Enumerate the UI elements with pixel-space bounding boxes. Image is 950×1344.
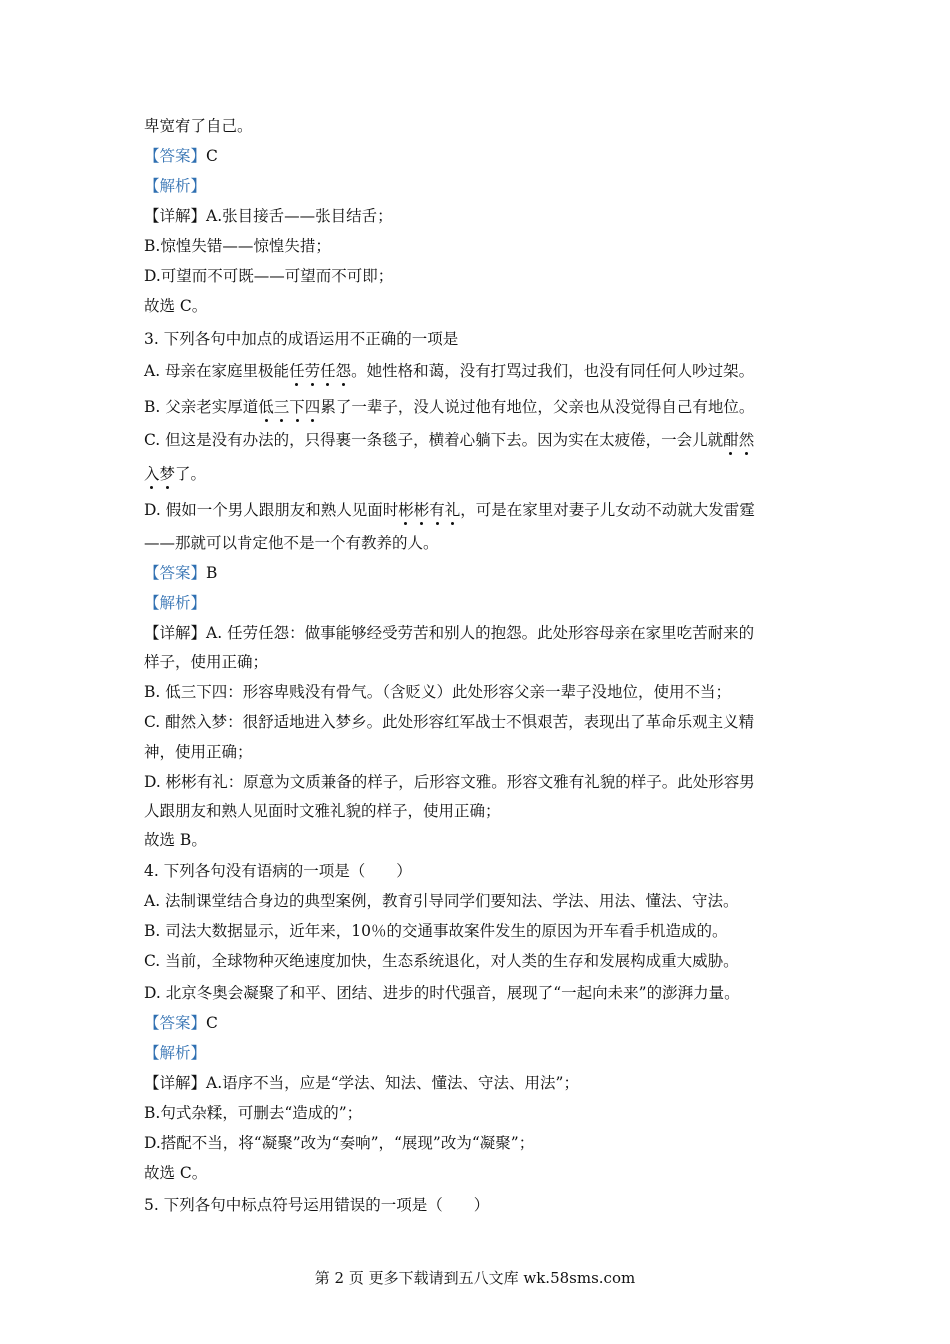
detail-text: A.语序不当，应是“学法、知法、懂法、守法、用法”； <box>206 1074 579 1092</box>
detail-text: A. 任劳任怨：做事能够经受劳苦和别人的抱怨。此处形容母亲在家里吃苦耐来的 <box>206 624 755 642</box>
detail-line <box>144 622 754 644</box>
detail-tag: 【详解】 <box>144 624 207 642</box>
detail-line: B.句式杂糅，可删去“造成的”； <box>144 1104 363 1122</box>
detail-line: 人跟朋友和熟人见面时文雅礼貌的样子，使用正确； <box>144 802 501 820</box>
answer-tag: 【答案】 <box>144 147 207 165</box>
emphasis-char: 劳 <box>304 362 321 380</box>
detail-line: D.搭配不当，将“凝聚”改为“奏响”，“展现”改为“凝聚”； <box>144 1134 535 1152</box>
question-stem: 5. 下列各句中标点符号运用错误的一项是（ ） <box>144 1196 490 1214</box>
option-c: C. 但这是没有办法的，只得裹一条毯子，横着心躺下去。因为实在太疲倦，一会儿就酣然 <box>144 431 755 449</box>
option-d-cont: ——那就可以肯定他不是一个有教养的人。 <box>144 534 439 552</box>
option-c: C. 当前，全球物种灭绝速度加快，生态系统退化，对人类的生存和发展构成重大威胁。 <box>144 952 739 970</box>
option-b: B. 司法大数据显示，近年来，10％的交通事故案件发生的原因为开车看手机造成的。 <box>144 922 728 940</box>
emphasis-char: 任 <box>320 362 336 380</box>
option-a: A. 母亲在家庭里极能任劳任怨。她性格和蔼，没有打骂过我们，也没有同任何人吵过架。 <box>144 362 755 380</box>
emphasis-char: 礼 <box>444 501 461 519</box>
question-stem: 3. 下列各句中加点的成语运用不正确的一项是 <box>144 330 459 348</box>
emphasis-char: 彬 <box>398 501 414 519</box>
emphasis-char: 任 <box>289 362 305 380</box>
emphasis-char: 梦 <box>159 465 176 483</box>
answer-tag: 【答案】 <box>144 1014 207 1032</box>
conclusion-line: 故选 B。 <box>144 831 207 849</box>
dotted-idiom <box>398 501 460 519</box>
option-a: A. 法制课堂结合身边的典型案例，教育引导同学们要知法、学法、用法、懂法、守法。 <box>144 892 739 910</box>
conclusion-line: 故选 C。 <box>144 1164 208 1182</box>
conclusion-line: 故选 C。 <box>144 297 208 315</box>
emphasis-char: 酣 <box>723 431 739 449</box>
option-d: D. 北京冬奥会凝聚了和平、团结、进步的时代强音，展现了“一起向未来”的澎湃力量。 <box>144 984 740 1002</box>
dotted-idiom <box>144 465 175 483</box>
option-b: B. 父亲老实厚道低三下四累了一辈子，没人说过他有地位，父亲也从没觉得自己有地位。 <box>144 398 755 416</box>
answer-line <box>144 562 217 584</box>
emphasis-char: 怨 <box>335 362 352 380</box>
analysis-tag: 【解析】 <box>144 1044 207 1062</box>
dotted-idiom <box>289 362 351 380</box>
detail-tag: 【详解】 <box>144 1074 207 1092</box>
detail-text: A.张目接舌——张目结舌； <box>206 207 393 225</box>
emphasis-char: 然 <box>738 431 755 449</box>
detail-line: D. 彬彬有礼：原意为文质兼备的样子，后形容文雅。形容文雅有礼貌的样子。此处形容男 <box>144 773 755 791</box>
dotted-idiom <box>258 398 320 416</box>
detail-line <box>144 1072 579 1094</box>
option-c-cont: 入梦了。 <box>144 465 207 483</box>
detail-line: 神，使用正确； <box>144 743 253 761</box>
detail-line: C. 酣然入梦：很舒适地进入梦乡。此处形容红军战士不惧艰苦，表现出了革命乐观主义精 <box>144 713 755 731</box>
answer-value: C <box>206 147 218 165</box>
dotted-idiom <box>723 431 754 449</box>
emphasis-char: 彬 <box>413 501 430 519</box>
answer-tag: 【答案】 <box>144 564 207 582</box>
detail-tag: 【详解】 <box>144 207 207 225</box>
emphasis-char: 有 <box>429 501 445 519</box>
emphasis-char: 低 <box>258 398 274 416</box>
emphasis-char: 四 <box>304 398 321 416</box>
page-footer: 第 2 页 更多下载请到五八文库 wk.58sms.com <box>314 1269 636 1287</box>
analysis-tag: 【解析】 <box>144 594 207 612</box>
answer-value: C <box>206 1014 218 1032</box>
question-stem: 4. 下列各句没有语病的一项是（ ） <box>144 862 412 880</box>
detail-line <box>144 205 393 227</box>
detail-line: 样子，使用正确； <box>144 653 269 671</box>
analysis-tag: 【解析】 <box>144 177 207 195</box>
detail-line: B. 低三下四：形容卑贱没有骨气。（含贬义）此处形容父亲一辈子没地位，使用不当； <box>144 683 731 701</box>
carry-over-line: 卑宽宥了自己。 <box>144 117 253 135</box>
option-d: D. 假如一个男人跟朋友和熟人见面时彬彬有礼，可是在家里对妻子儿女动不动就大发雷霆 <box>144 501 755 519</box>
emphasis-char: 下 <box>289 398 305 416</box>
detail-line: B.惊惶失错——惊惶失措； <box>144 237 331 255</box>
answer-value: B <box>206 564 218 582</box>
answer-line <box>144 145 218 167</box>
emphasis-char: 入 <box>144 465 160 483</box>
answer-line <box>144 1012 218 1034</box>
emphasis-char: 三 <box>273 398 290 416</box>
detail-line: D.可望而不可既——可望而不可即； <box>144 267 394 285</box>
